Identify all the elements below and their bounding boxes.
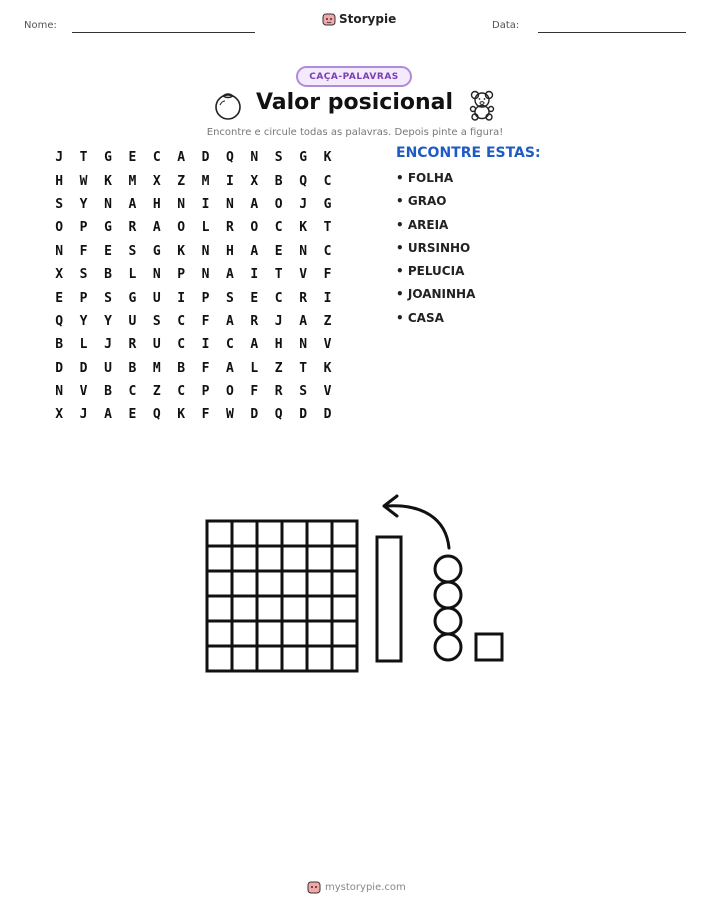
grid-letter[interactable]: E: [250, 290, 259, 306]
fruit-icon: [212, 89, 244, 121]
grid-letter[interactable]: F: [201, 313, 210, 329]
grid-letter[interactable]: V: [323, 384, 332, 400]
grid-row: [47, 263, 340, 286]
grid-row: [47, 286, 340, 309]
grid-letter[interactable]: W: [79, 173, 88, 189]
grid-letter[interactable]: X: [152, 173, 161, 189]
grid-letter[interactable]: N: [201, 267, 210, 283]
word-list: [396, 171, 475, 334]
find-list-title: ENCONTRE ESTAS:: [396, 145, 541, 161]
grid-letter[interactable]: T: [274, 267, 283, 283]
grid-letter[interactable]: F: [79, 243, 88, 259]
grid-letter[interactable]: E: [128, 407, 137, 423]
grid-letter[interactable]: U: [152, 290, 161, 306]
grid-letter[interactable]: G: [323, 196, 332, 212]
grid-letter[interactable]: E: [274, 243, 283, 259]
word-item: • URSINHO: [396, 240, 471, 255]
grid-letter[interactable]: N: [226, 196, 234, 212]
grid-letter[interactable]: M: [128, 173, 137, 189]
word-search-grid[interactable]: [47, 146, 340, 427]
grid-letter[interactable]: V: [299, 267, 308, 283]
ones-square: [476, 634, 502, 660]
grid-letter[interactable]: C: [177, 313, 186, 329]
grid-letter[interactable]: L: [128, 267, 137, 283]
grid-letter[interactable]: B: [128, 360, 137, 376]
grid-letter[interactable]: X: [55, 267, 64, 283]
page-title: Valor posicional: [255, 90, 454, 115]
name-line[interactable]: [72, 32, 255, 33]
grid-letter[interactable]: A: [250, 243, 259, 259]
footer-url[interactable]: mystorypie.com: [325, 881, 406, 893]
grid-letter[interactable]: J: [274, 313, 283, 329]
puzzle-type-badge: CAÇA-PALAVRAS: [296, 66, 412, 87]
grid-letter[interactable]: C: [177, 384, 186, 400]
grid-letter[interactable]: O: [250, 220, 259, 236]
word-item: • PELUCIA: [396, 264, 465, 279]
grid-letter[interactable]: B: [104, 384, 112, 400]
grid-letter[interactable]: U: [104, 360, 112, 376]
grid-letter[interactable]: H: [55, 173, 64, 189]
grid-letter[interactable]: U: [152, 337, 161, 353]
footer: [307, 880, 406, 894]
grid-letter[interactable]: U: [128, 313, 137, 329]
grid-letter[interactable]: C: [152, 150, 161, 166]
grid-letter[interactable]: C: [128, 384, 137, 400]
grid-letter[interactable]: M: [201, 173, 210, 189]
grid-letter[interactable]: S: [79, 267, 88, 283]
grid-letter[interactable]: N: [177, 196, 186, 212]
grid-letter[interactable]: N: [201, 243, 210, 259]
grid-letter[interactable]: Q: [299, 173, 308, 189]
grid-letter[interactable]: G: [152, 243, 161, 259]
grid-letter[interactable]: W: [226, 407, 234, 423]
grid-letter[interactable]: C: [323, 173, 332, 189]
teddy-bear-icon: [466, 89, 498, 121]
grid-letter[interactable]: T: [299, 360, 308, 376]
grid-letter[interactable]: C: [177, 337, 186, 353]
grid-letter[interactable]: D: [250, 407, 259, 423]
grid-letter[interactable]: S: [152, 313, 161, 329]
grid-letter[interactable]: Z: [323, 313, 332, 329]
grid-letter[interactable]: P: [177, 267, 186, 283]
ones-beads: [435, 556, 461, 660]
brand: [322, 12, 396, 26]
grid-letter[interactable]: K: [104, 173, 112, 189]
brand-name: Storypie: [339, 12, 397, 26]
grid-letter[interactable]: S: [55, 196, 64, 212]
grid-letter[interactable]: L: [79, 337, 88, 353]
grid-letter[interactable]: R: [128, 220, 137, 236]
grid-letter[interactable]: A: [226, 360, 234, 376]
hundreds-block: [207, 521, 357, 671]
word-item: • FOLHA: [396, 171, 454, 185]
grid-letter[interactable]: R: [226, 220, 234, 236]
grid-letter[interactable]: D: [299, 407, 308, 423]
grid-letter[interactable]: K: [323, 150, 332, 166]
grid-letter[interactable]: R: [299, 290, 308, 306]
grid-letter[interactable]: E: [128, 150, 137, 166]
word-item: • CASA: [396, 310, 444, 325]
grid-letter[interactable]: S: [226, 290, 234, 306]
grid-row: [47, 169, 340, 192]
grid-letter[interactable]: L: [250, 360, 259, 376]
grid-letter[interactable]: H: [152, 196, 161, 212]
grid-letter[interactable]: G: [128, 290, 137, 306]
grid-letter[interactable]: G: [104, 220, 112, 236]
grid-letter[interactable]: L: [201, 220, 210, 236]
grid-letter[interactable]: S: [274, 150, 283, 166]
grid-letter[interactable]: P: [201, 290, 210, 306]
grid-letter[interactable]: K: [177, 243, 186, 259]
name-label: Nome:: [24, 20, 57, 31]
grid-letter[interactable]: C: [274, 220, 283, 236]
grid-letter[interactable]: S: [128, 243, 137, 259]
grid-letter[interactable]: G: [104, 150, 112, 166]
grid-letter[interactable]: F: [250, 384, 259, 400]
place-value-figure[interactable]: [200, 488, 512, 674]
grid-letter[interactable]: A: [104, 407, 112, 423]
grid-letter[interactable]: V: [323, 337, 332, 353]
grid-letter[interactable]: Z: [177, 173, 186, 189]
grid-letter[interactable]: M: [152, 360, 161, 376]
grid-letter[interactable]: I: [201, 337, 210, 353]
grid-letter[interactable]: F: [201, 407, 210, 423]
grid-row: [47, 403, 340, 426]
grid-letter[interactable]: A: [250, 196, 259, 212]
grid-letter[interactable]: N: [104, 196, 112, 212]
grid-letter[interactable]: J: [299, 196, 308, 212]
grid-letter[interactable]: O: [274, 196, 283, 212]
grid-letter[interactable]: J: [104, 337, 112, 353]
word-item: • AREIA: [396, 217, 449, 232]
grid-letter[interactable]: B: [55, 337, 64, 353]
grid-row: [47, 193, 340, 216]
grid-letter[interactable]: Z: [274, 360, 283, 376]
date-label: Data:: [492, 20, 520, 31]
word-item: • GRAO: [396, 194, 447, 209]
storypie-logo-icon: [322, 12, 336, 26]
grid-letter[interactable]: B: [274, 173, 283, 189]
grid-letter[interactable]: O: [177, 220, 186, 236]
tens-rod: [377, 537, 401, 661]
grid-letter[interactable]: A: [226, 267, 234, 283]
grid-letter[interactable]: T: [323, 220, 332, 236]
grid-letter[interactable]: R: [250, 313, 259, 329]
grid-letter[interactable]: D: [201, 150, 210, 166]
grid-letter[interactable]: A: [250, 337, 259, 353]
grid-letter[interactable]: H: [274, 337, 283, 353]
grid-letter[interactable]: G: [299, 150, 308, 166]
grid-letter[interactable]: I: [323, 290, 332, 306]
grid-letter[interactable]: N: [152, 267, 161, 283]
grid-letter[interactable]: O: [55, 220, 64, 236]
grid-row: [47, 380, 340, 403]
grid-letter[interactable]: N: [55, 384, 64, 400]
grid-letter[interactable]: Y: [79, 196, 88, 212]
grid-letter[interactable]: S: [104, 290, 112, 306]
date-line[interactable]: [538, 32, 686, 33]
grid-letter[interactable]: V: [79, 384, 88, 400]
grid-letter[interactable]: K: [323, 360, 332, 376]
grid-letter[interactable]: I: [177, 290, 186, 306]
grid-letter[interactable]: R: [274, 384, 283, 400]
grid-letter[interactable]: K: [177, 407, 186, 423]
grid-letter[interactable]: K: [299, 220, 308, 236]
grid-row: [47, 216, 340, 239]
grid-row: [47, 333, 340, 356]
grid-letter[interactable]: A: [226, 313, 234, 329]
grid-letter[interactable]: Y: [79, 313, 88, 329]
grid-letter[interactable]: X: [55, 407, 64, 423]
grid-letter[interactable]: D: [323, 407, 332, 423]
grid-letter[interactable]: P: [201, 384, 210, 400]
grid-row: [47, 146, 340, 169]
instructions: Encontre e circule todas as palavras. Depois pinte a figura!: [206, 127, 504, 138]
grid-letter[interactable]: A: [299, 313, 308, 329]
grid-letter[interactable]: A: [128, 196, 137, 212]
grid-letter[interactable]: N: [299, 337, 308, 353]
grid-letter[interactable]: B: [104, 267, 112, 283]
grid-letter[interactable]: Q: [55, 313, 64, 329]
grid-letter[interactable]: A: [177, 150, 186, 166]
grid-letter[interactable]: D: [55, 360, 64, 376]
grid-letter[interactable]: N: [250, 150, 259, 166]
grid-letter[interactable]: R: [128, 337, 137, 353]
grid-letter[interactable]: P: [79, 290, 88, 306]
storypie-logo-icon: [307, 880, 321, 894]
grid-letter[interactable]: Q: [274, 407, 283, 423]
word-item: • JOANINHA: [396, 287, 476, 302]
grid-letter[interactable]: T: [79, 150, 88, 166]
grid-letter[interactable]: I: [250, 267, 259, 283]
grid-row: [47, 310, 340, 333]
grid-letter[interactable]: J: [55, 150, 64, 166]
grid-letter[interactable]: J: [79, 407, 88, 423]
grid-letter[interactable]: E: [55, 290, 64, 306]
grid-letter[interactable]: S: [299, 384, 308, 400]
grid-letter[interactable]: P: [79, 220, 88, 236]
grid-row: [47, 240, 340, 263]
grid-row: [47, 357, 340, 380]
grid-letter[interactable]: E: [104, 243, 112, 259]
grid-letter[interactable]: I: [226, 173, 234, 189]
grid-letter[interactable]: I: [201, 196, 210, 212]
grid-letter[interactable]: C: [323, 243, 332, 259]
grid-letter[interactable]: N: [55, 243, 64, 259]
grid-letter[interactable]: X: [250, 173, 259, 189]
grid-letter[interactable]: H: [226, 243, 234, 259]
arrow-icon: [384, 496, 449, 548]
grid-letter[interactable]: N: [299, 243, 308, 259]
grid-letter[interactable]: Z: [152, 384, 161, 400]
grid-letter[interactable]: D: [79, 360, 88, 376]
grid-letter[interactable]: A: [152, 220, 161, 236]
grid-letter[interactable]: O: [226, 384, 234, 400]
grid-letter[interactable]: C: [274, 290, 283, 306]
grid-letter[interactable]: C: [226, 337, 234, 353]
grid-letter[interactable]: Q: [226, 150, 234, 166]
grid-letter[interactable]: F: [323, 267, 332, 283]
grid-letter[interactable]: B: [177, 360, 186, 376]
grid-letter[interactable]: Y: [104, 313, 112, 329]
grid-letter[interactable]: Q: [152, 407, 161, 423]
grid-letter[interactable]: F: [201, 360, 210, 376]
